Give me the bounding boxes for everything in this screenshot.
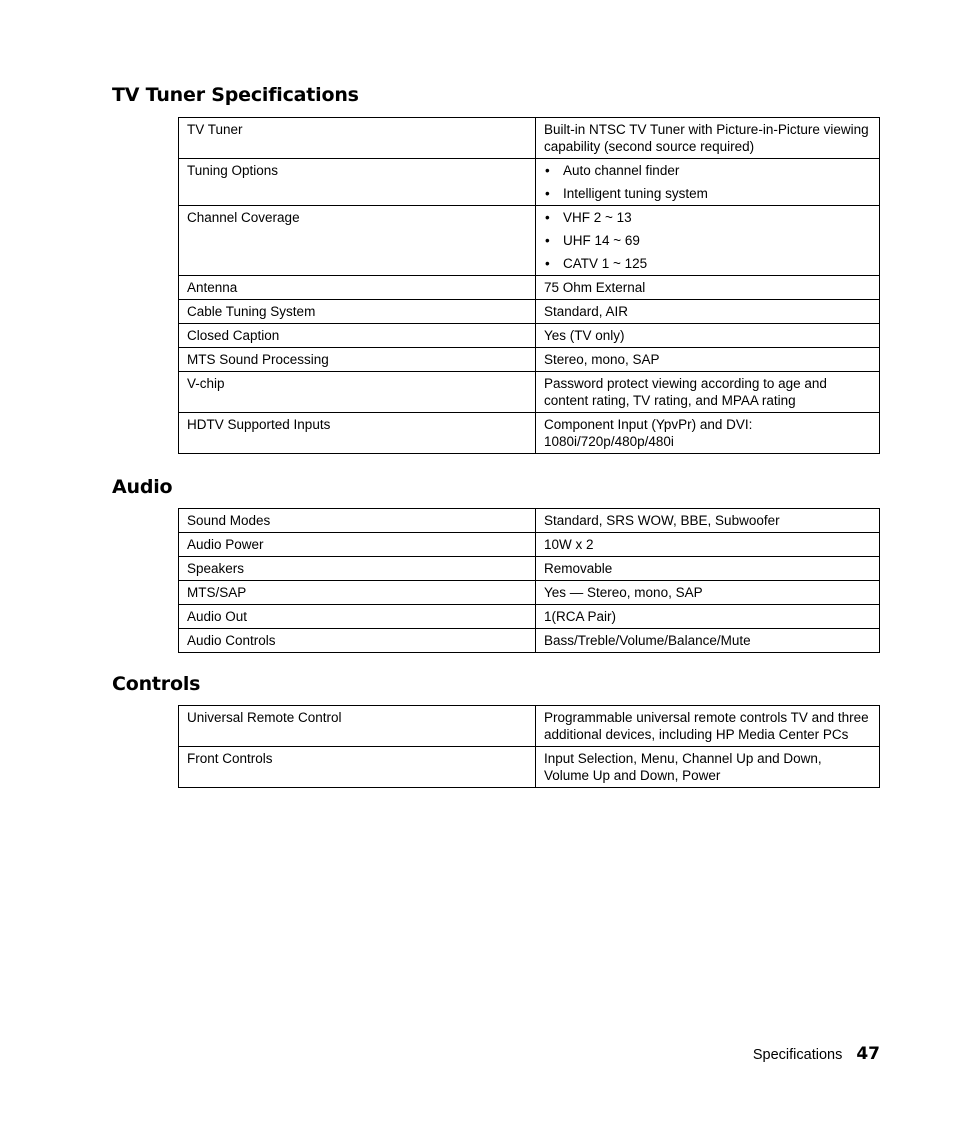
spec-value bbox=[536, 581, 880, 605]
spec-value-line: content rating, TV rating, and MPAA rating bbox=[544, 393, 796, 408]
spec-value bbox=[536, 276, 880, 300]
table-row bbox=[179, 206, 880, 276]
spec-label: TV Tuner bbox=[179, 118, 536, 159]
page-footer bbox=[753, 1044, 880, 1064]
spec-label: Cable Tuning System bbox=[179, 300, 536, 324]
spec-value bbox=[536, 747, 880, 788]
spec-value-list bbox=[544, 162, 871, 202]
list-item: • VHF 2 ~ 13 bbox=[544, 209, 871, 226]
table-row bbox=[179, 509, 880, 533]
spec-value bbox=[536, 533, 880, 557]
spec-value bbox=[536, 324, 880, 348]
table-row bbox=[179, 300, 880, 324]
spec-value bbox=[536, 159, 880, 206]
table-row bbox=[179, 533, 880, 557]
spec-value bbox=[536, 413, 880, 454]
table-row bbox=[179, 159, 880, 206]
spec-value-line: Programmable universal remote controls TV and three bbox=[544, 710, 869, 725]
spec-value-line: Yes — Stereo, mono, SAP bbox=[544, 585, 703, 600]
spec-value-line: Standard, SRS WOW, BBE, Subwoofer bbox=[544, 513, 780, 528]
table-row bbox=[179, 557, 880, 581]
spec-value-list bbox=[544, 209, 871, 272]
spec-value bbox=[536, 206, 880, 276]
list-item: • Intelligent tuning system bbox=[544, 185, 871, 202]
spec-label: Antenna bbox=[179, 276, 536, 300]
spec-value bbox=[536, 557, 880, 581]
table-row bbox=[179, 324, 880, 348]
spec-value-line: Built-in NTSC TV Tuner with Picture-in-Picture viewing bbox=[544, 122, 869, 137]
spec-value-line: Volume Up and Down, Power bbox=[544, 768, 721, 783]
spec-label: Universal Remote Control bbox=[179, 706, 536, 747]
table-row bbox=[179, 581, 880, 605]
spec-value-line: Bass/Treble/Volume/Balance/Mute bbox=[544, 633, 751, 648]
spec-value-line: Yes (TV only) bbox=[544, 328, 625, 343]
spec-value bbox=[536, 509, 880, 533]
spec-label: Audio Controls bbox=[179, 629, 536, 653]
spec-value bbox=[536, 605, 880, 629]
spec-value-line: Standard, AIR bbox=[544, 304, 629, 319]
list-item: • Auto channel finder bbox=[544, 162, 871, 179]
tv-tuner-heading: TV Tuner Specifications bbox=[112, 84, 359, 106]
spec-label: Front Controls bbox=[179, 747, 536, 788]
table-row bbox=[179, 747, 880, 788]
page-number: 47 bbox=[856, 1044, 880, 1064]
footer-section-label: Specifications bbox=[752, 1047, 843, 1063]
table-row bbox=[179, 629, 880, 653]
spec-value-line: Stereo, mono, SAP bbox=[544, 352, 660, 367]
spec-value-line: Password protect viewing according to age and bbox=[544, 376, 827, 391]
spec-value bbox=[536, 629, 880, 653]
spec-value-line: Input Selection, Menu, Channel Up and Down, bbox=[544, 751, 822, 766]
spec-value-line: additional devices, including HP Media Center PCs bbox=[544, 727, 849, 742]
controls-heading: Controls bbox=[112, 673, 201, 695]
table-row bbox=[179, 372, 880, 413]
tv-tuner-table bbox=[178, 117, 880, 454]
spec-value-line: Removable bbox=[544, 561, 613, 576]
table-row bbox=[179, 276, 880, 300]
spec-value bbox=[536, 706, 880, 747]
spec-label: Speakers bbox=[179, 557, 536, 581]
table-row bbox=[179, 413, 880, 454]
spec-label: Tuning Options bbox=[179, 159, 536, 206]
spec-label: Sound Modes bbox=[179, 509, 536, 533]
audio-heading: Audio bbox=[112, 476, 173, 498]
spec-label: MTS Sound Processing bbox=[179, 348, 536, 372]
spec-label: Channel Coverage bbox=[179, 206, 536, 276]
table-row bbox=[179, 118, 880, 159]
table-row bbox=[179, 348, 880, 372]
spec-value bbox=[536, 372, 880, 413]
spec-value-line: 10W x 2 bbox=[544, 537, 594, 552]
table-row bbox=[179, 605, 880, 629]
spec-label: Audio Power bbox=[179, 533, 536, 557]
controls-table bbox=[178, 705, 880, 788]
spec-value bbox=[536, 348, 880, 372]
spec-label: HDTV Supported Inputs bbox=[179, 413, 536, 454]
spec-value-line: 1080i/720p/480p/480i bbox=[544, 434, 674, 449]
spec-value-line: Component Input (YpvPr) and DVI: bbox=[544, 417, 753, 432]
spec-value bbox=[536, 300, 880, 324]
list-item: • CATV 1 ~ 125 bbox=[544, 255, 871, 272]
list-item: • UHF 14 ~ 69 bbox=[544, 232, 871, 249]
spec-value-line: 1(RCA Pair) bbox=[544, 609, 617, 624]
spec-label: V-chip bbox=[179, 372, 536, 413]
spec-label: MTS/SAP bbox=[179, 581, 536, 605]
audio-table bbox=[178, 508, 880, 653]
spec-label: Closed Caption bbox=[179, 324, 536, 348]
table-row bbox=[179, 706, 880, 747]
spec-value-line: capability (second source required) bbox=[544, 139, 755, 154]
spec-value-line: 75 Ohm External bbox=[544, 280, 646, 295]
spec-value bbox=[536, 118, 880, 159]
spec-label: Audio Out bbox=[179, 605, 536, 629]
